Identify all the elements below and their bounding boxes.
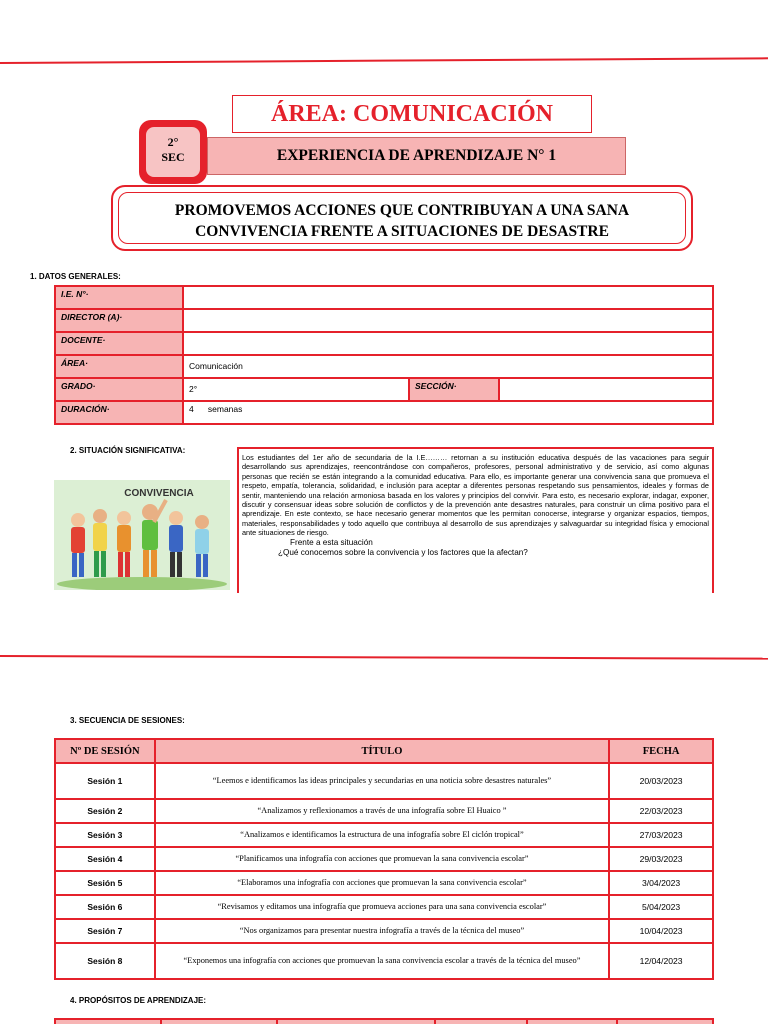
grade-level: SEC <box>161 150 185 164</box>
session-number: Sesión 8 <box>55 943 155 979</box>
experience-banner-inner <box>118 192 686 244</box>
propositos-col <box>277 1019 435 1024</box>
table-row <box>55 823 713 847</box>
session-title: “Revisamos y editamos una infografía que promueva acciones para una sana convivencia escolar” <box>155 895 609 919</box>
ie-value[interactable] <box>183 286 713 309</box>
duracion-label: DURACIÓN· <box>55 401 183 424</box>
table-row <box>55 871 713 895</box>
propositos-col <box>617 1019 713 1024</box>
banner-line-2: CONVIVENCIA FRENTE A SITUACIONES DE DESASTRE <box>195 223 609 240</box>
session-date: 22/03/2023 <box>609 799 713 823</box>
session-number: Sesión 1 <box>55 763 155 799</box>
propositos-col <box>527 1019 617 1024</box>
session-title: “Exponemos una infografía con acciones que promuevan la sana convivencia escolar a través de la técnica del museo” <box>155 943 609 979</box>
table-header-row <box>55 1019 713 1024</box>
seccion-value[interactable] <box>499 378 713 401</box>
datos-generales-table <box>54 285 714 425</box>
director-value[interactable] <box>183 309 713 332</box>
banner-line-1: PROMOVEMOS ACCIONES QUE CONTRIBUYAN A UNA SANA <box>174 202 630 219</box>
situacion-heading: 2. SITUACIÓN SIGNIFICATIVA: <box>70 446 186 455</box>
convivencia-illustration-svg <box>54 480 230 590</box>
session-title: “Leemos e identificamos las ideas principales y secundarias en una noticia sobre desastres naturales” <box>155 763 609 799</box>
table-row <box>55 895 713 919</box>
table-row <box>55 286 713 309</box>
grade-number: 2° <box>167 135 179 149</box>
session-title: “Analizamos y reflexionamos a través de una infografía sobre El Huaico ” <box>155 799 609 823</box>
situacion-question: ¿Qué conocemos sobre la convivencia y los factores que la afectan? <box>278 547 528 557</box>
director-label: DIRECTOR (A)· <box>55 309 183 332</box>
grado-value: 2° <box>183 378 409 401</box>
situacion-line: Frente a esta situación <box>290 537 373 547</box>
seccion-label: SECCIÓN· <box>409 378 499 401</box>
top-divider-line <box>0 57 768 64</box>
convivencia-illustration <box>54 480 230 590</box>
propositos-table <box>54 1018 714 1024</box>
grade-badge-inner <box>146 127 200 177</box>
situacion-text-box <box>237 447 714 593</box>
propositos-heading: 4. PROPÓSITOS DE APRENDIZAJE: <box>70 996 207 1005</box>
session-date: 27/03/2023 <box>609 823 713 847</box>
table-header-row <box>55 739 713 763</box>
area-label: ÁREA· <box>55 355 183 378</box>
session-title: “Planificamos una infografía con acciones que promuevan la sana convivencia escolar” <box>155 847 609 871</box>
table-row <box>55 919 713 943</box>
session-date: 5/04/2023 <box>609 895 713 919</box>
table-row <box>55 378 713 401</box>
sessions-table <box>54 738 714 980</box>
propositos-col <box>161 1019 277 1024</box>
situacion-paragraph: Los estudiantes del 1er año de secundaria de la I.E……… retornan a su institución educativa después de las vacaciones para seguir desarrollando sus aprendizajes, reencontrándose con compañeros, profesores, personal administrativo y de servicio, así como algunas personas que recién se están integrando a la comunidad educativa. Para ello, es importante generar una convivencia sana que promueva el respeto, empatía, tolerancia, solidaridad, e inclusión para aceptar a diferentes personas respetando sus pensamientos, ideales y formas de sentir, manteniendo una relación armoniosa basada en los valores y principios del convivir. Para esto, es necesario explorar, indagar, exponer, discutir y consensuar ideas sobre solución de conflictos y de la prevención ante desastres naturales, para construir un clima positivo para el aprendizaje. En este contexto, se hace necesario generar momentos que les permitan conocerse, integrarse y organizar espacios, tiempos, materiales, responsabilidades y todo aquello que contribuya al desarrollo de sus aprendizajes y salvaguardar su integridad física y emocional ante situaciones de riesgo. <box>242 453 709 538</box>
session-number: Sesión 7 <box>55 919 155 943</box>
propositos-col <box>435 1019 527 1024</box>
col-header-date: FECHA <box>609 739 713 763</box>
datos-generales-heading: 1. DATOS GENERALES: <box>30 272 121 281</box>
session-date: 29/03/2023 <box>609 847 713 871</box>
table-row <box>55 763 713 799</box>
session-number: Sesión 6 <box>55 895 155 919</box>
session-title: “Elaboramos una infografía con acciones que promuevan la sana convivencia escolar” <box>155 871 609 895</box>
docente-label: DOCENTE· <box>55 332 183 355</box>
table-row <box>55 355 713 378</box>
area-title: ÁREA: COMUNICACIÓN <box>232 95 592 133</box>
table-row <box>55 332 713 355</box>
session-title: “Analizamos e identificamos la estructura de una infografía sobre El ciclón tropical” <box>155 823 609 847</box>
session-date: 10/04/2023 <box>609 919 713 943</box>
ie-label: I.E. N°· <box>55 286 183 309</box>
experience-title: EXPERIENCIA DE APRENDIZAJE N° 1 <box>207 137 626 175</box>
page-break-line <box>0 655 768 660</box>
table-row <box>55 309 713 332</box>
area-value: Comunicación <box>183 355 713 378</box>
table-row <box>55 401 713 424</box>
table-row <box>55 799 713 823</box>
session-number: Sesión 4 <box>55 847 155 871</box>
experience-banner <box>111 185 693 251</box>
session-title: “Nos organizamos para presentar nuestra infografía a través de la técnica del museo” <box>155 919 609 943</box>
grade-badge <box>139 120 207 184</box>
secuencia-heading: 3. SECUENCIA DE SESIONES: <box>70 716 185 725</box>
session-number: Sesión 5 <box>55 871 155 895</box>
col-header-session: Nº DE SESIÓN <box>55 739 155 763</box>
session-number: Sesión 2 <box>55 799 155 823</box>
session-date: 12/04/2023 <box>609 943 713 979</box>
illustration-caption: CONVIVENCIA <box>124 488 194 499</box>
session-number: Sesión 3 <box>55 823 155 847</box>
table-row <box>55 943 713 979</box>
duracion-value: 4 semanas <box>183 401 713 424</box>
col-header-title: TÍTULO <box>155 739 609 763</box>
session-date: 20/03/2023 <box>609 763 713 799</box>
propositos-col <box>55 1019 161 1024</box>
grado-label: GRADO· <box>55 378 183 401</box>
session-date: 3/04/2023 <box>609 871 713 895</box>
table-row <box>55 847 713 871</box>
docente-value[interactable] <box>183 332 713 355</box>
